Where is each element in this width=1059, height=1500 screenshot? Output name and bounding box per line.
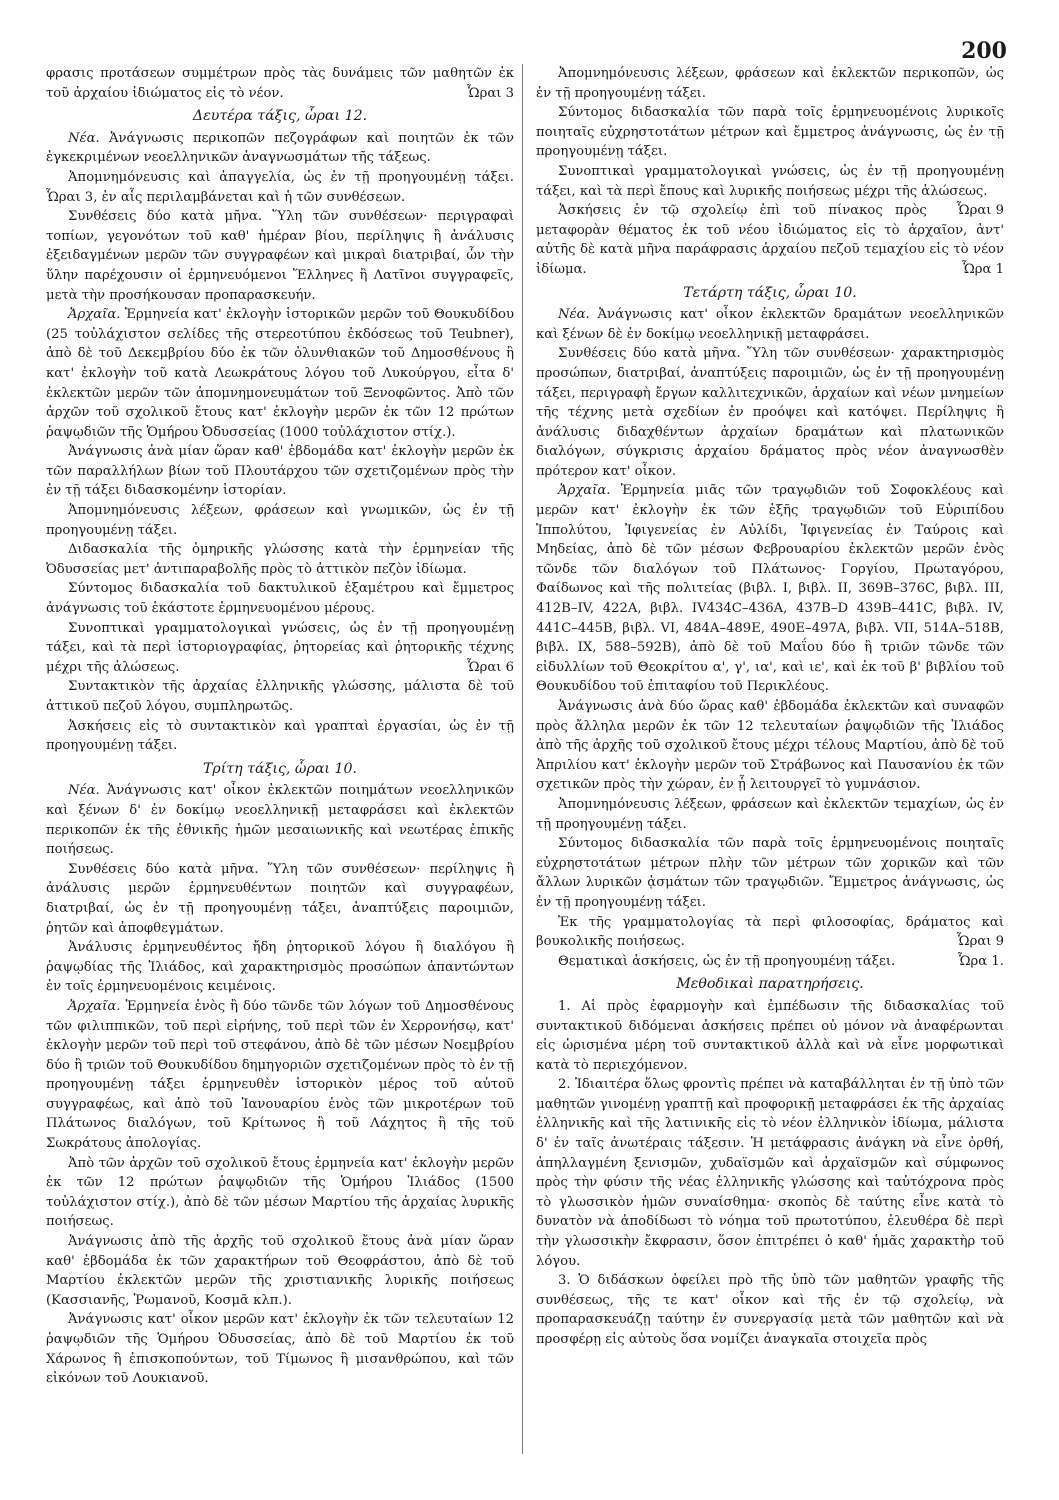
paragraph: Συνοπτικαὶ γραμματολογικαὶ γνώσεις, ὡς ἐν τῇ προηγουμένῃ τάξει, καὶ τὰ περὶ ἔπους καὶ λυρικῆς ποιήσεως μέχρι τῆς ἁλώσεως. Ὧραι 9 xyxy=(536,162,1004,201)
hours-note: Ὧραι 9 xyxy=(956,203,1004,219)
paragraph: Σύντομος διδασκαλία τῶν παρὰ τοῖς ἑρμηνευομένοις ποιηταῖς εὐχρηστοτάτων μέτρων πλὴν τῶν μέτρων τῶν χορικῶν καὶ τῶν ἄλλων λυρικῶν ᾀσμάτων τῶν τραγῳδιῶν. Ἔμμετρος ἀνάγνωσις, ὡς ἐν τῇ προηγουμένῃ τάξει. xyxy=(536,836,1004,910)
paragraph: Συνοπτικαὶ γραμματολογικαὶ γνώσεις, ὡς ἐν τῇ προηγουμένῃ τάξει, καὶ τὰ περὶ ἱστοριογραφίας, ῥητορείας καὶ ῥητορικῆς τέχνης μέχρι τῆς ἁλώσεως. Ὧραι 6 xyxy=(46,619,514,678)
paragraph: Ἀρχαῖα. Ἑρμηνεία μιᾶς τῶν τραγῳδιῶν τοῦ Σοφοκλέους καὶ μερῶν κατ' ἐκλογὴν ἐκ τῶν ἑξῆς τραγῳδιῶν τοῦ Εὐριπίδου Ἱππολύτου, Ἰφιγενείας ἐν Αὐλίδι, Ἰφιγενείας ἐν Ταύροις καὶ Μηδείας, ἀπὸ δὲ τῶν μέσων Φεβρουαρίου ἐκλεκτῶν μερῶν ἑνὸς τῶνδε τῶν διαλόγων τοῦ Πλάτωνος· Γοργίου, Πρωταγόρου, Φαίδωνος καὶ τῆς πολιτείας (βιβλ. I, βιβλ. II, 369B–376C, βιβλ. III, 412B–IV, 422A, βιβλ. IV434C–436A, 437B–D 439B–441C, βιβλ. IV, 441C–445B, βιβλ. VI, 484A–489E, 490E–497A, βιβλ. VII, 514A–518B, βιβλ. IX, 588–592B), ἀπὸ δὲ τοῦ Μαΐου δύο ἢ τριῶν τῶνδε τῶν εἰδυλλίων τοῦ Θεοκρίτου α', γ', ια', καὶ ιε', καὶ ἐκ τοῦ β' βιβλίου τοῦ Θουκυδίδου τοῦ ἐπιταφίου τοῦ Περικλέους. xyxy=(536,483,1004,695)
paragraph: Ἀπὸ τῶν ἀρχῶν τοῦ σχολικοῦ ἔτους ἑρμηνεία κατ' ἐκλογὴν μερῶν ἐκ τῶν 12 πρώτων ῥαψῳδιῶν τῆς Ὁμήρου Ἰλιάδος (1500 τοὐλάχιστον στίχ.), ἀπὸ δὲ τῶν μέσων Μαρτίου τῆς ἀρχαίας λυρικῆς ποιήσεως. xyxy=(46,1155,514,1230)
paragraph: Θεματικαὶ ἀσκήσεις, ὡς ἐν τῇ προηγουμένῃ τάξει. Ὧρα 1. xyxy=(536,952,1004,972)
paragraph: 3. Ὁ διδάσκων ὀφείλει πρὸ τῆς ὑπὸ τῶν μαθητῶν γραφῆς τῆς συνθέσεως, τῆς τε κατ' οἶκον καὶ τῆς ἐν τῷ σχολείῳ, νὰ προπαρασκευάζῃ ταύτην ἐν συνεργασίᾳ μετὰ τῶν μαθητῶν καὶ νὰ προσφέρῃ εἰς αὐτοὺς ὅσα νομίζει ἀναγκαῖα στοιχεῖα πρὸς xyxy=(536,1273,1004,1347)
right-column xyxy=(536,64,1004,1350)
section-heading: Τρίτη τάξις, ὧραι 10. xyxy=(202,760,358,777)
paragraph: Νέα. Ἀνάγνωσις κατ' οἶκον ἐκλεκτῶν ποιημάτων νεοελληνικῶν καὶ ξένων δ' ἐν δοκίμῳ νεοελληνικῇ μεταφράσει καὶ ἐκλεκτῶν περικοπῶν ἐκ τῆς ἐθνικῆς ἡμῶν μεσαιωνικῆς καὶ νεωτέρας ἐπικῆς ποιήσεως. xyxy=(46,783,514,858)
hours-note: Ὧρα 1 xyxy=(961,261,1004,277)
column-divider xyxy=(522,64,523,1454)
subject-label: Ἀρχαῖα. xyxy=(558,483,611,499)
paragraph: Ἀνάγνωσις ἀνὰ μίαν ὥραν καθ' ἑβδομάδα κατ' ἐκλογὴν μερῶν ἐκ τῶν παραλλήλων βίων τοῦ Πλουτάρχου τῶν σχετιζομένων πρὸς τὴν ἐν τῇ τάξει διδασκομένην ἱστορίαν. xyxy=(46,444,514,499)
paragraph: φρασις προτάσεων συμμέτρων πρὸς τὰς δυνάμεις τῶν μαθητῶν ἐκ τοῦ ἀρχαίου ἰδιώματος εἰς τὸ νέον. Ὧραι 3 xyxy=(46,64,514,103)
paragraph: Συντακτικὸν τῆς ἀρχαίας ἑλληνικῆς γλώσσης, μάλιστα δὲ τοῦ ἀττικοῦ πεζοῦ λόγου, συμπληρωτῶς. xyxy=(46,679,514,714)
paragraph: Ἀνάγνωσις ἀπὸ τῆς ἀρχῆς τοῦ σχολικοῦ ἔτους ἀνὰ μίαν ὥραν καθ' ἑβδομάδα ἐκ τῶν χαρακτήρων τοῦ Θεοφράστου, ἀπὸ δὲ τοῦ Μαρτίου ἐκλεκτῶν μερῶν τῆς χριστιανικῆς λυρικῆς ποιήσεως (Κασσιανῆς, Ῥωμανοῦ, Κοσμᾶ κλπ.). xyxy=(46,1234,514,1308)
subject-label: Ἀρχαῖα. xyxy=(68,307,121,323)
paragraph: Ἀνάγνωσις κατ' οἶκον μερῶν κατ' ἐκλογὴν ἐκ τῶν τελευταίων 12 ῥαψῳδιῶν τῆς Ὁμήρου Ὀδυσσείας, ἀπὸ δὲ τοῦ Μαρτίου ἐκ τοῦ Χάρωνος ἢ ἐπισκοπούντων, τοῦ Τίμωνος ἢ μισανθρώπου, καὶ τῶν εἰκόνων τοῦ Λουκιανοῦ. xyxy=(46,1312,514,1387)
page-number: 200 xyxy=(961,38,1007,64)
paragraph: Ἀπομνημόνευσις λέξεων, φράσεων καὶ ἐκλεκτῶν περικοπῶν, ὡς ἐν τῇ προηγουμένῃ τάξει. xyxy=(536,66,1004,101)
hours-note: Ὧρα 1. xyxy=(957,953,1004,969)
paragraph: Σύντομος διδασκαλία τῶν παρὰ τοῖς ἑρμηνευομένοις λυρικοῖς ποιηταῖς εὐχρηστοτάτων μέτρων καὶ ἔμμετρος ἀνάγνωσις, ὡς ἐν τῇ προηγουμένῃ τάξει. xyxy=(536,105,1004,160)
section-heading: Μεθοδικαὶ παρατηρήσεις. xyxy=(676,976,864,993)
subject-label: Νέα. xyxy=(68,783,100,799)
paragraph: Ἀπομνημόνευσις καὶ ἀπαγγελία, ὡς ἐν τῇ προηγουμένῃ τάξει. Ὧραι 3, ἐν αἷς περιλαμβάνεται καὶ ἡ τῶν συνθέσεων. xyxy=(46,169,514,205)
section-heading: Τετάρτη τάξις, ὧραι 10. xyxy=(683,284,857,301)
paragraph: Ἀπομνημόνευσις λέξεων, φράσεων καὶ γνωμικῶν, ὡς ἐν τῇ προηγουμένῃ τάξει. xyxy=(46,503,514,538)
paragraph: Συνθέσεις δύο κατὰ μῆνα. Ὕλη τῶν συνθέσεων· χαρακτηρισμὸς προσώπων, διατριβαί, ἀναπτύξεις παροιμιῶν, ὡς ἐν τῇ προηγουμένῃ τάξει, περιγραφὴ ἔργων καλλιτεχνικῶν, ἀρχαίων καὶ νέων μνημείων τῆς τέχνης μετὰ σχεδίων ἐν προόψει καὶ κατόψει. Περίληψις ἢ ἀνάλυσις διδαχθέντων ἀρχαίων δραμάτων καὶ πλατωνικῶν διαλόγων, σύγκρισις ἀρχαίου δράματος πρὸς νέον ἀναγνωσθὲν πρότερον κατ' οἶκον. xyxy=(536,346,1004,479)
paragraph: Διδασκαλία τῆς ὁμηρικῆς γλώσσης κατὰ τὴν ἑρμηνείαν τῆς Ὀδυσσείας μετ' ἀντιπαραβολῆς πρὸς τὸ ἀττικὸν πεζὸν ἰδίωμα. xyxy=(46,542,514,577)
hours-note: Ὧραι 3 xyxy=(466,85,514,101)
paragraph: Σύντομος διδασκαλία τοῦ δακτυλικοῦ ἑξαμέτρου καὶ ἔμμετρος ἀνάγνωσις τοῦ ἑκάστοτε ἑρμηνευομένου μέρους. xyxy=(46,581,514,617)
section-heading: Δευτέρα τάξις, ὧραι 12. xyxy=(192,108,368,125)
paragraph: Ἀπομνημόνευσις λέξεων, φράσεων καὶ ἐκλεκτῶν τεμαχίων, ὡς ἐν τῇ προηγουμένῃ τάξει. xyxy=(536,796,1004,832)
hours-note: Ὧραι 9 xyxy=(956,934,1004,950)
subject-label: Νέα. xyxy=(558,307,590,323)
paragraph: Ἀνάλυσις ἑρμηνευθέντος ἤδη ῥητορικοῦ λόγου ἢ διαλόγου ἢ ῥαψῳδίας τῆς Ἰλιάδος, καὶ χαρακτηρισμὸς προσώπων ἀπαντώντων ἐν τοῖς ἑρμηνευομένοις κειμένοις. xyxy=(46,940,514,995)
subject-label: Νέα. xyxy=(68,130,100,146)
left-column xyxy=(46,64,514,1389)
paragraph: Νέα. Ἀνάγνωσις κατ' οἶκον ἐκλεκτῶν δραμάτων νεοελληνικῶν καὶ ξένων δὲ ἐν δοκίμῳ νεοελληνικῇ μεταφράσει. xyxy=(536,307,1004,342)
paragraph: Ἀσκήσεις εἰς τὸ συντακτικὸν καὶ γραπταὶ ἐργασίαι, ὡς ἐν τῇ προηγουμένῃ τάξει. xyxy=(46,718,514,754)
paragraph: Ἀρχαῖα. Ἑρμηνεία κατ' ἐκλογὴν ἱστορικῶν μερῶν τοῦ Θουκυδίδου (25 τοὐλάχιστον σελίδες τῆς στερεοτύπου ἐκδόσεως τοῦ Teubner), ἀπὸ δὲ τοῦ Δεκεμβρίου δύο ἐκ τῶν ὀλυνθιακῶν τοῦ Δημοσθένους ἢ κατ' ἐκλογὴν τοῦ κατὰ Λεωκράτους λόγου τοῦ Λυκούργου, εἶτα δ' ἐκλεκτῶν μερῶν τῶν ἀπομνημονευμάτων τοῦ Ξενοφῶντος. Ἀπὸ τῶν ἀρχῶν τοῦ σχολικοῦ ἔτους κατ' ἐκλογὴν μερῶν ἐκ τῶν 12 πρώτων ῥαψῳδιῶν τῆς Ὁμήρου Ὀδυσσείας (1000 τοὐλάχιστον στίχ.). xyxy=(46,307,514,440)
paragraph: 2. Ἰδιαιτέρα ὅλως φροντὶς πρέπει νὰ καταβάλληται ἐν τῇ ὑπὸ τῶν μαθητῶν γινομένῃ γραπτῇ καὶ προφορικῇ μεταφράσει ἐκ τῆς ἀρχαίας ἑλληνικῆς καὶ τῆς λατινικῆς εἰς τὸ νέον ἑλληνικὸν ἰδίωμα, μάλιστα δ' ἐν ταῖς ἀνωτέραις τάξεσιν. Ἡ μετάφρασις ἀνάγκη νὰ εἶνε ὀρθή, ἀπηλλαγμένη ξενισμῶν, χυδαϊσμῶν καὶ ἀρχαϊσμῶν καὶ σύμφωνος πρὸς τὴν φύσιν τῆς νέας ἑλληνικῆς γλώσσης καὶ ταὐτόχρονα πρὸς τὸ γλωσσικὸν ἡμῶν συναίσθημα· σκοπὸς δὲ ταύτης εἶνε κατὰ τὸ δυνατὸν νὰ ἀποδίδωσι τὸ νόημα τοῦ πρωτοτύπου, ἐλευθέρα δὲ περὶ τὴν γλωσσικὴν ἔκφρασιν, ὅσον ἐπιτρέπει ὁ καθ' ἡμᾶς χαρακτὴρ τοῦ λόγου. xyxy=(536,1077,1004,1269)
paragraph: 1. Αἱ πρὸς ἐφαρμογὴν καὶ ἐμπέδωσιν τῆς διδασκαλίας τοῦ συντακτικοῦ διδόμεναι ἀσκήσεις πρέπει οὐ μόνον νὰ ἀναφέρωνται εἰς ὡρισμένα μέρη τοῦ συντακτικοῦ ἀλλὰ καὶ νὰ εἶνε μορφωτικαὶ κατὰ τὸ περιεχόμενον. xyxy=(536,998,1004,1073)
paragraph: Ἀρχαῖα. Ἑρμηνεία ἑνὸς ἢ δύο τῶνδε τῶν λόγων τοῦ Δημοσθένους τῶν φιλιππικῶν, τοῦ περὶ εἰρήνης, τοῦ περὶ τῶν ἐν Χερρονήσῳ, κατ' ἐκλογὴν μερῶν τοῦ περὶ τοῦ στεφάνου, ἀπὸ δὲ τῶν μέσων Νοεμβρίου δύο ἢ τριῶν τοῦ Θουκυδίδου δημηγοριῶν σχετιζομένων πρὸς τὸ ἐν τῇ προηγουμένῃ τάξει ἑρμηνευθὲν ἱστορικὸν μέρος τοῦ αὐτοῦ συγγραφέως, καὶ ἀπὸ τοῦ Ἰανουαρίου ἑνὸς τῶν μικροτέρων τοῦ Πλάτωνος διαλόγων, τοῦ Κρίτωνος ἢ τοῦ Λάχητος ἢ τῆς τοῦ Σωκράτους ἀπολογίας. xyxy=(46,998,514,1152)
paragraph: Ἀνάγνωσις ἀνὰ δύο ὥρας καθ' ἑβδομάδα ἐκλεκτῶν καὶ συναφῶν πρὸς ἄλληλα μερῶν ἐκ τῶν 12 τελευταίων ῥαψῳδιῶν τῆς Ἰλιάδος ἀπὸ τῆς ἀρχῆς τοῦ σχολικοῦ ἔτους μέχρι τέλους Μαρτίου, ἀπὸ δὲ τοῦ Ἀπριλίου κατ' ἐκλογὴν μερῶν τοῦ Στράβωνος καὶ Παυσανίου ἐκ τῶν σχετικῶν πρὸς τὴν χώραν, ἐν ᾗ λειτουργεῖ τὸ γυμνάσιον. xyxy=(536,699,1004,793)
hours-note: Ὧραι 6 xyxy=(466,659,514,675)
subject-label: Ἀρχαῖα. xyxy=(68,998,121,1014)
paragraph: Ἐκ τῆς γραμματολογίας τὰ περὶ φιλοσοφίας, δράματος καὶ βουκολικῆς ποιήσεως. Ὧραι 9 xyxy=(536,913,1004,952)
paragraph: Ἀσκήσεις ἐν τῷ σχολείῳ ἐπὶ τοῦ πίνακος πρὸς μεταφορὰν θέματος ἐκ τοῦ νέου ἰδιώματος εἰς τὸ ἀρχαῖον, ἀντ' αὐτῆς δὲ κατὰ μῆνα παράφρασις ἀρχαίου πεζοῦ τεμαχίου εἰς τὸ νέον ἰδίωμα. Ὧρα 1 xyxy=(536,201,1004,279)
paragraph: Νέα. Ἀνάγνωσις περικοπῶν πεζογράφων καὶ ποιητῶν ἐκ τῶν ἐγκεκριμένων νεοελληνικῶν ἀναγνωσμάτων τῆς τάξεως. xyxy=(46,130,514,166)
paragraph: Συνθέσεις δύο κατὰ μῆνα. Ὕλη τῶν συνθέσεων· περίληψις ἢ ἀνάλυσις μερῶν ἑρμηνευθέντων ποιητῶν καὶ συγγραφέων, διατριβαί, ὡς ἐν τῇ προηγουμένῃ τάξει, ἀναπτύξεις παροιμιῶν, ῥητῶν καὶ ἀποφθεγμάτων. xyxy=(46,861,514,936)
paragraph: Συνθέσεις δύο κατὰ μῆνα. Ὕλη τῶν συνθέσεων· περιγραφαὶ τοπίων, γεγονότων τοῦ καθ' ἡμέραν βίου, περίληψις ἢ ἀνάλυσις ἐξειδαγμένων μερῶν τῶν συγγραφέων καὶ μικραὶ διατριβαί, ὧν τὴν ὕλην παρέχουσιν οἱ ἑρμηνευόμενοι Ἕλληνες ἢ Λατῖνοι συγγραφεῖς, μετὰ τὴν προσήκουσαν προπαρασκευήν. xyxy=(46,209,514,303)
